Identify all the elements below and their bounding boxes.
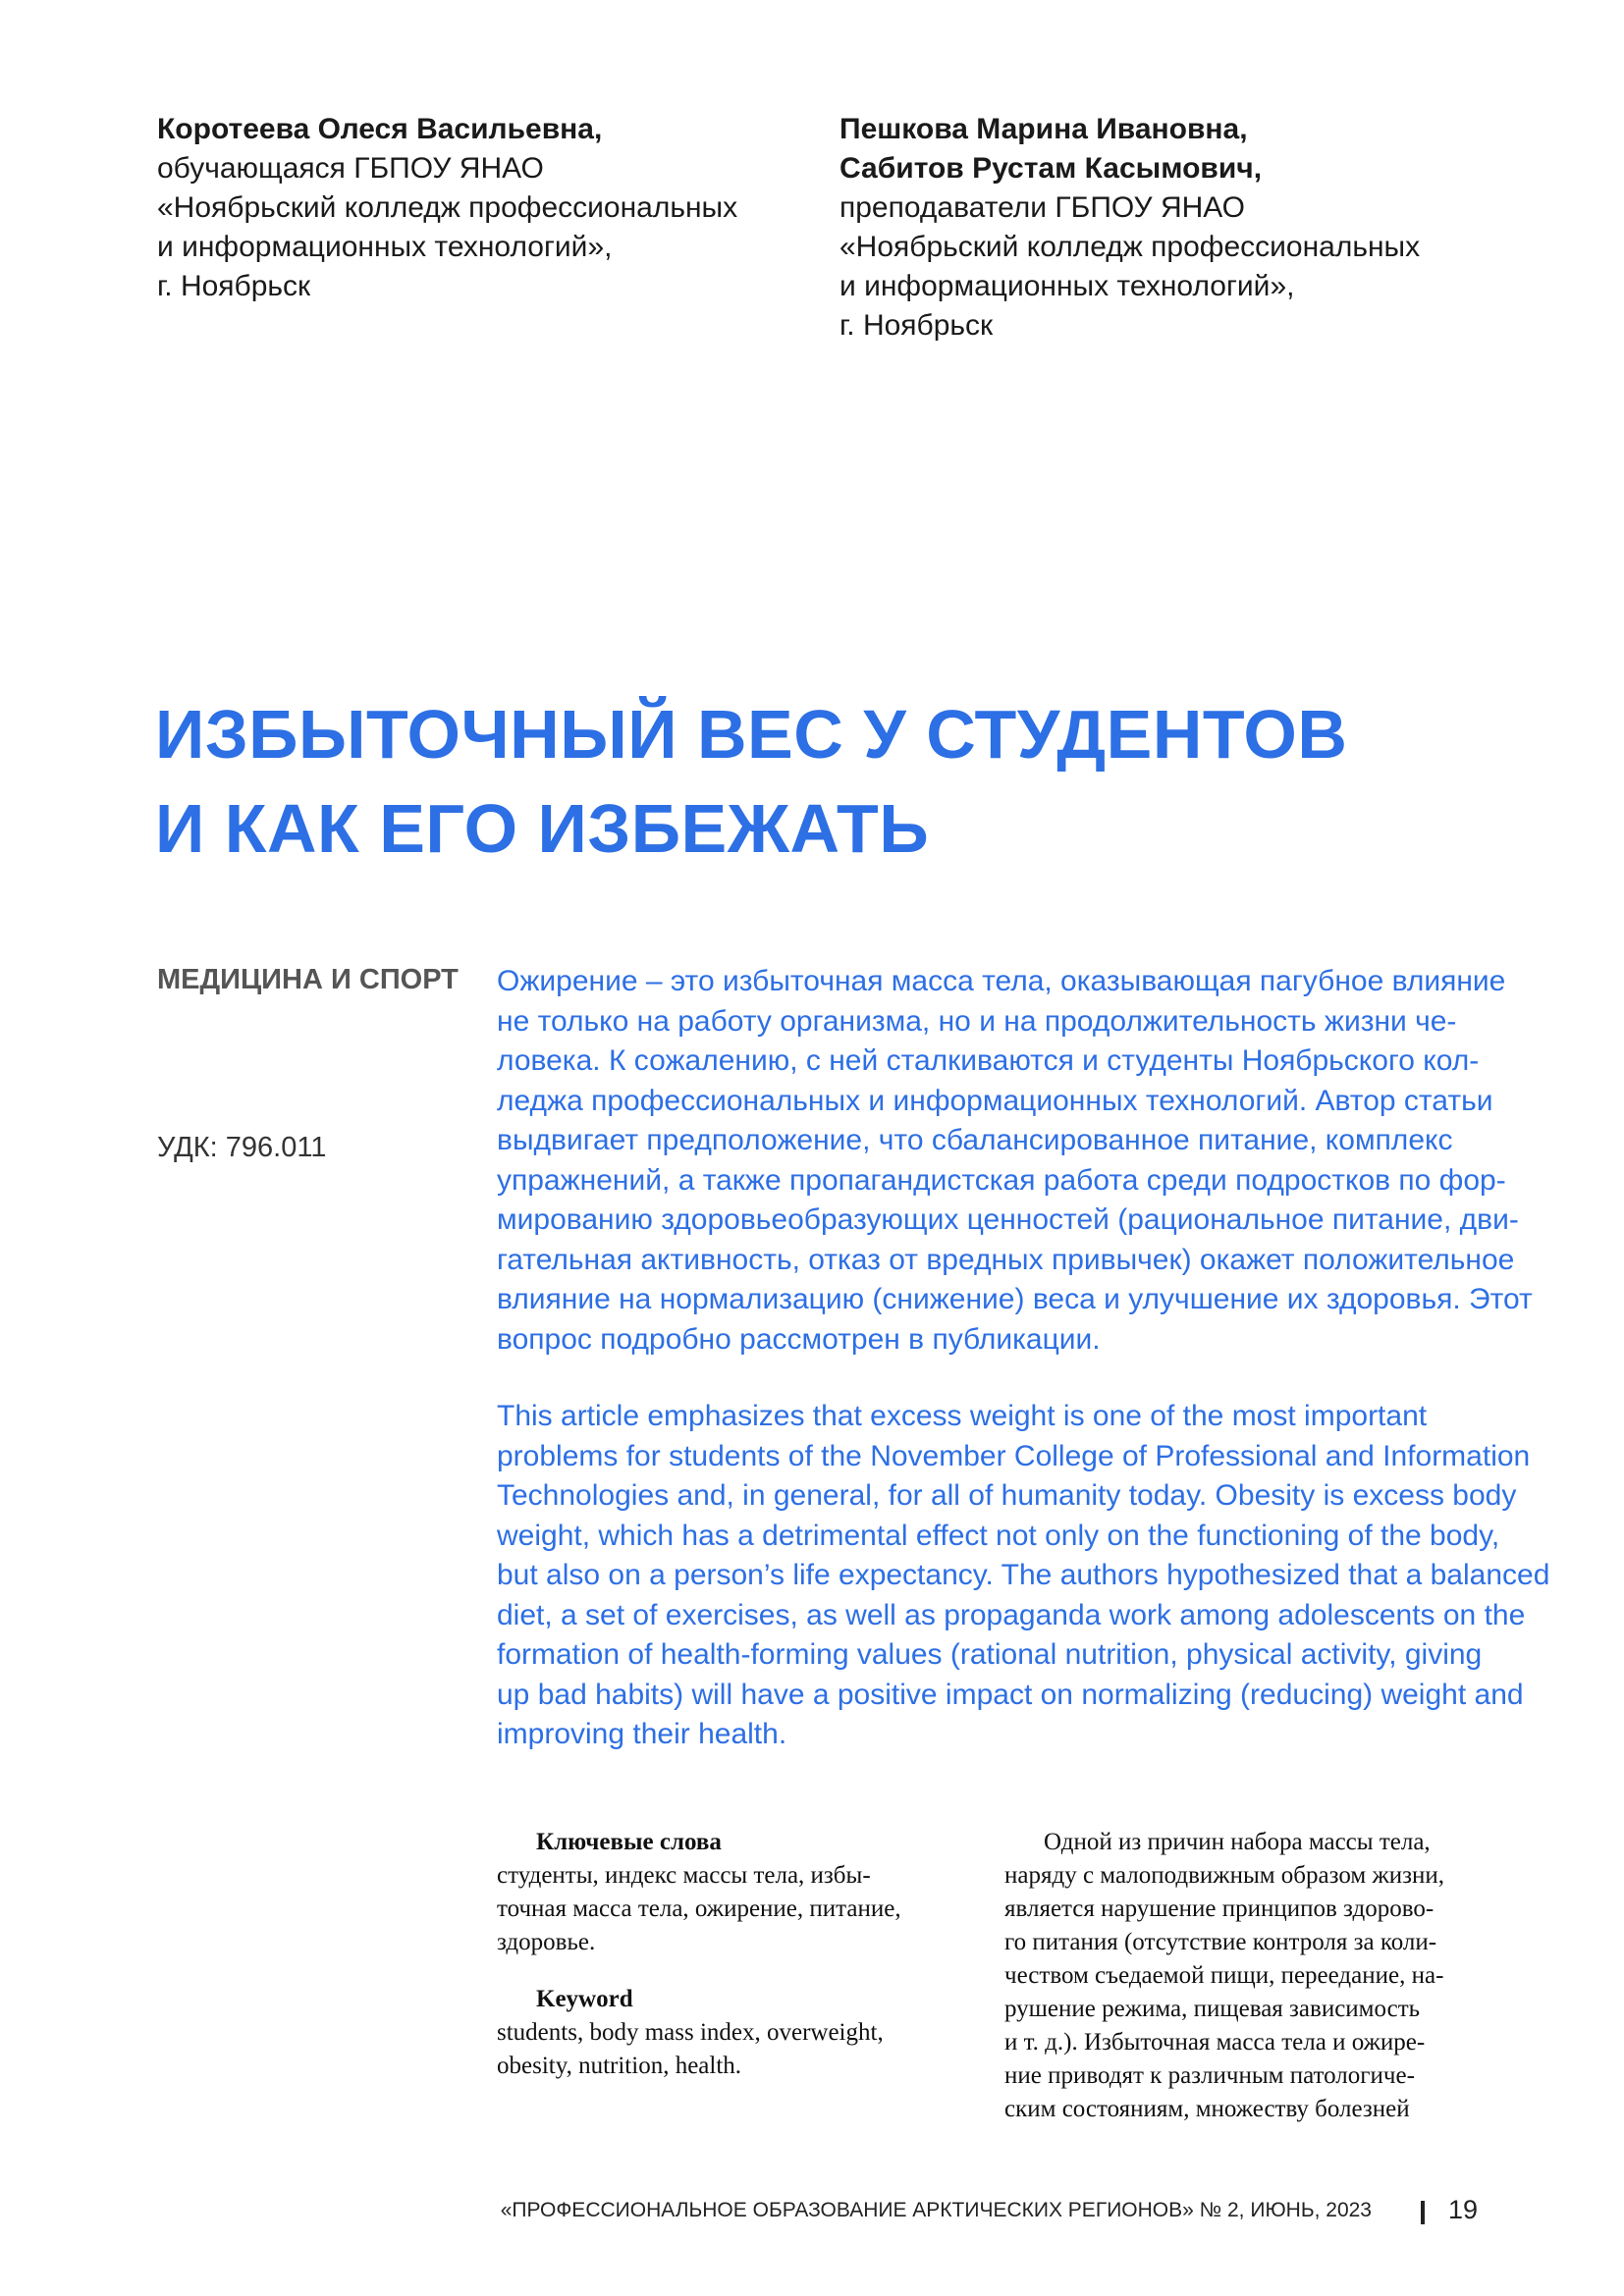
udk-code: УДК: 796.011 [157,1132,327,1163]
author-block-left [157,110,737,306]
body-text-line: го питания (отсутствие контроля за коли- [1004,1929,1437,1955]
abstract-line: diet, a set of exercises, as well as propaganda work among adolescents on the [497,1598,1526,1631]
author-affiliation-line: «Ноябрьский колледж профессиональных [157,191,738,224]
author-block-right [839,110,1420,346]
keywords-line: студенты, индекс массы тела, избы- [497,1862,871,1889]
body-text-line: чеством съедаемой пищи, переедание, на- [1004,1962,1444,1989]
abstract-line: up bad habits) will have a positive impact on normalizing (reducing) weight and [497,1678,1524,1711]
rubric-label: МЕДИЦИНА И СПОРТ [157,964,459,995]
keywords-line: здоровье. [497,1929,596,1955]
body-text-line: и т. д.). Избыточная масса тела и ожире- [1004,2029,1426,2056]
abstract-line: упражнений, а также пропагандистская работа среди подростков по фор- [497,1163,1506,1197]
author-affiliation-line: и информационных технологий», [839,270,1295,302]
keywords-english [497,1983,976,2083]
abstract-line: improving their health. [497,1718,787,1750]
abstract-line: гательная активность, отказ от вредных привычек) окажет положительное [497,1243,1515,1276]
page-footer [0,2195,1624,2234]
author-affiliation-line: «Ноябрьский колледж профессиональных [839,231,1421,263]
footer-divider [1421,2201,1425,2224]
abstract-line: problems for students of the November College of Professional and Information [497,1439,1531,1472]
abstract-line: Technologies and, in general, for all of humanity today. Obesity is excess body [497,1479,1517,1512]
journal-name: «ПРОФЕССИОНАЛЬНОЕ ОБРАЗОВАНИЕ АРКТИЧЕСКИХ РЕГИОНОВ» № 2, ИЮНЬ, 2023 [500,2199,1372,2221]
keywords-line: точная масса тела, ожирение, питание, [497,1896,901,1922]
abstract-line: не только на работу организма, но и на продолжительность жизни че- [497,1004,1457,1038]
keywords-russian [497,1826,976,1959]
keywords-heading: Keyword [536,1986,633,2012]
author-city: г. Ноябрьск [157,270,311,302]
author-name: Пешкова Марина Ивановна, [839,113,1248,145]
abstract-line: мированию здоровьеобразующих ценностей (рациональное питание, дви- [497,1203,1519,1236]
keywords-heading: Ключевые слова [536,1829,722,1855]
abstract-line: formation of health-forming values (rational nutrition, physical activity, giving [497,1638,1483,1671]
page-number: 19 [1448,2195,1479,2224]
abstract-line: влияние на нормализацию (снижение) веса и улучшение их здоровья. Этот [497,1283,1533,1315]
abstract-line: but also on a person’s life expectancy. The authors hypothesized that a balanced [497,1559,1550,1591]
abstract-line: Ожирение – это избыточная масса тела, оказывающая пагубное влияние [497,965,1506,997]
abstract-russian [497,962,1533,1360]
body-text-column [1004,1826,1484,2126]
body-text-line: рушение режима, пищевая зависимость [1004,1996,1421,2022]
keywords-line: obesity, nutrition, health. [497,2053,742,2079]
abstract-line: леджа профессиональных и информационных технологий. Автор статьи [497,1084,1493,1117]
abstract-line: вопрос подробно рассмотрен в публикации. [497,1322,1101,1356]
author-affiliation-line: и информационных технологий», [157,231,613,263]
author-affiliation-line: преподаватели ГБПОУ ЯНАО [839,191,1245,224]
author-city: г. Ноябрьск [839,309,994,342]
abstract-line: выдвигает предположение, что сбалансированное питание, комплекс [497,1124,1453,1156]
article-title-line: ИЗБЫТОЧНЫЙ ВЕС У СТУДЕНТОВ [155,696,1348,773]
article-title [155,687,1347,876]
body-text-line: наряду с малоподвижным образом жизни, [1004,1862,1444,1889]
body-text-line: ние приводят к различным патологиче- [1004,2062,1415,2089]
abstract-line: ловека. К сожалению, с ней сталкиваются и студенты Ноябрьского кол- [497,1044,1480,1077]
author-affiliation-line: обучающаяся ГБПОУ ЯНАО [157,152,544,185]
abstract-line: This article emphasizes that excess weight is one of the most important [497,1400,1428,1432]
body-text-line: ским состояниям, множеству болезней [1004,2096,1410,2122]
article-title-line: И КАК ЕГО ИЗБЕЖАТЬ [155,790,930,867]
keywords-line: students, body mass index, overweight, [497,2019,884,2046]
body-text-line: Одной из причин набора массы тела, [1044,1829,1431,1855]
author-name: Сабитов Рустам Касымович, [839,152,1263,185]
abstract-english [497,1397,1549,1755]
abstract-line: weight, which has a detrimental effect not only on the functioning of the body, [497,1519,1500,1552]
body-text-line: является нарушение принципов здорово- [1004,1896,1435,1922]
author-name: Коротеева Олеся Васильевна, [157,113,603,145]
